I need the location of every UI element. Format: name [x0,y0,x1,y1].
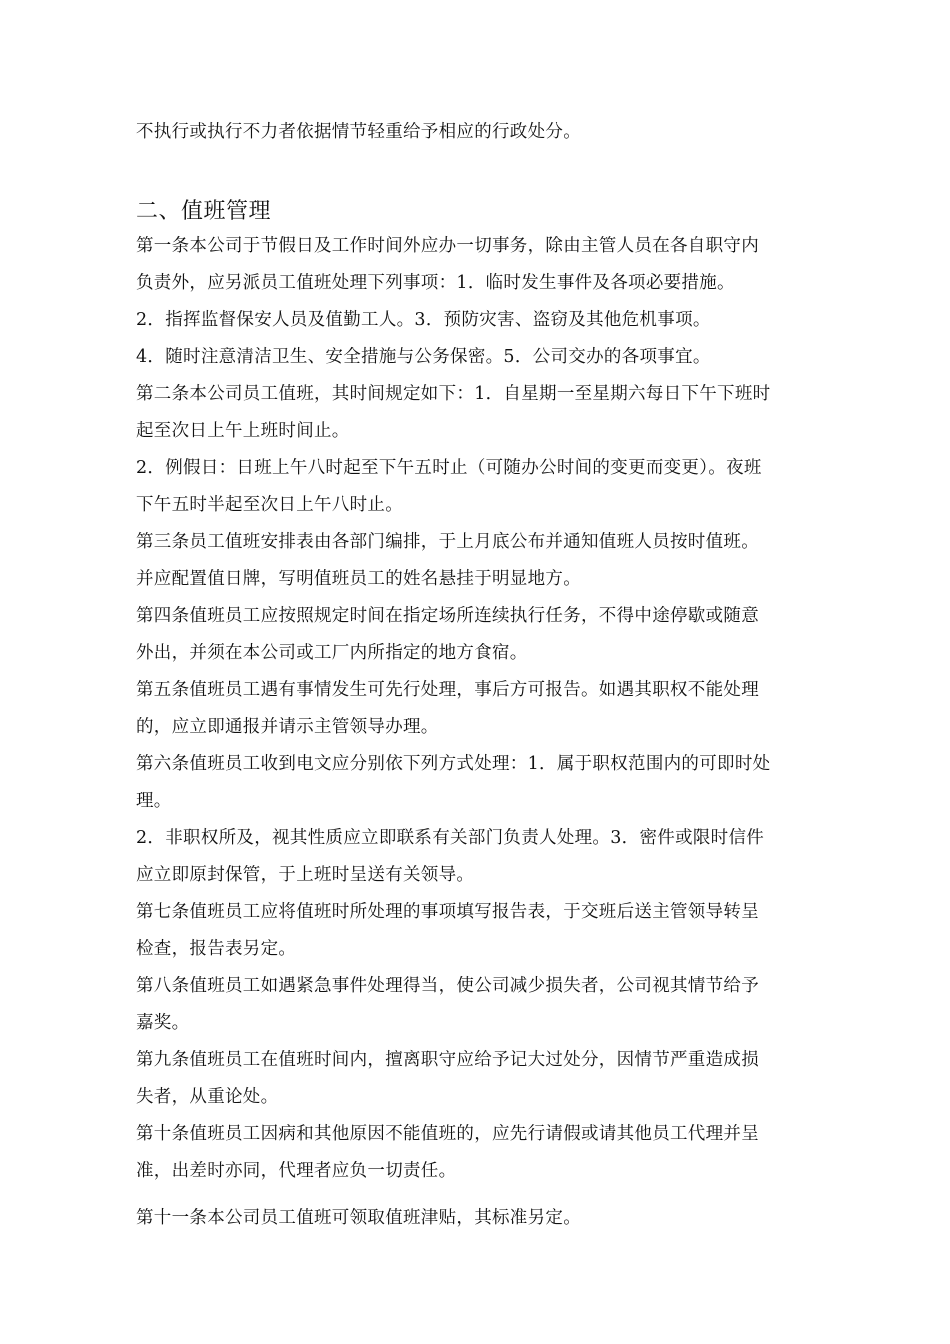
paragraph-line: 应立即原封保管，于上班时呈送有关领导。 [136,865,475,885]
paragraph-line: 第九条值班员工在值班时间内，擅离职守应给予记大过处分，因情节严重造成损 [136,1050,759,1070]
paragraph-line: 检查，报告表另定。 [136,939,297,959]
paragraph-line: 外出，并须在本公司或工厂内所指定的地方食宿。 [136,643,528,663]
paragraph-line: 2．例假日：日班上午八时起至下午五时止（可随办公时间的变更而变更）。夜班 [136,458,762,478]
paragraph-line: 嘉奖。 [136,1013,190,1033]
paragraph-line: 理。 [136,791,172,811]
paragraph-line: 第七条值班员工应将值班时所处理的事项填写报告表，于交班后送主管领导转呈 [136,902,759,922]
paragraph-line: 2．非职权所及，视其性质应立即联系有关部门负责人处理。3．密件或限时信件 [136,828,765,848]
section-heading: 二、值班管理 [136,199,272,224]
paragraph-line: 第三条员工值班安排表由各部门编排，于上月底公布并通知值班人员按时值班。 [136,532,759,552]
paragraph-line: 第五条值班员工遇有事情发生可先行处理，事后方可报告。如遇其职权不能处理 [136,680,759,700]
paragraph-line: 第十条值班员工因病和其他原因不能值班的，应先行请假或请其他员工代理并呈 [136,1124,759,1144]
paragraph-line: 准，出差时亦同，代理者应负一切责任。 [136,1161,457,1181]
paragraph-line: 负责外，应另派员工值班处理下列事项：1．临时发生事件及各项必要措施。 [136,273,735,293]
paragraph-line: 第六条值班员工收到电文应分别依下列方式处理：1．属于职权范围内的可即时处 [136,754,771,774]
paragraph-line: 下午五时半起至次日上午八时止。 [136,495,403,515]
paragraph-line: 第四条值班员工应按照规定时间在指定场所连续执行任务，不得中途停歇或随意 [136,606,759,626]
paragraph-line: 并应配置值日牌，写明值班员工的姓名悬挂于明显地方。 [136,569,581,589]
intro-text: 不执行或执行不力者依据情节轻重给予相应的行政处分。 [136,122,581,142]
paragraph-line: 的，应立即通报并请示主管领导办理。 [136,717,439,737]
paragraph-line: 第一条本公司于节假日及工作时间外应办一切事务，除由主管人员在各自职守内 [136,236,759,256]
paragraph-line: 第八条值班员工如遇紧急事件处理得当，使公司减少损失者，公司视其情节给予 [136,976,759,996]
paragraph-line: 第十一条本公司员工值班可领取值班津贴，其标准另定。 [136,1208,581,1228]
paragraph-line: 起至次日上午上班时间止。 [136,421,350,441]
paragraph-line: 4．随时注意清洁卫生、安全措施与公务保密。5．公司交办的各项事宜。 [136,347,711,367]
paragraph-line: 2．指挥监督保安人员及值勤工人。3．预防灾害、盗窃及其他危机事项。 [136,310,711,330]
paragraph-line: 第二条本公司员工值班，其时间规定如下：1．自星期一至星期六每日下午下班时 [136,384,771,404]
paragraph-line: 失者，从重论处。 [136,1087,279,1107]
